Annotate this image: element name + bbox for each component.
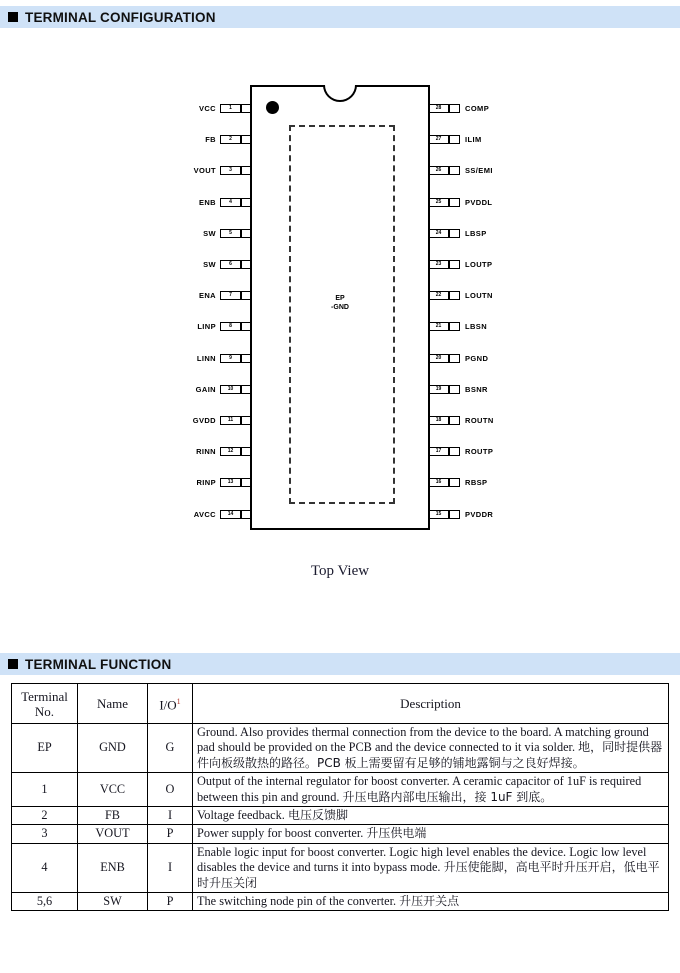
pin-lead [220, 104, 241, 113]
pin-lead [428, 229, 449, 238]
pin-ilim-27 [428, 134, 518, 145]
cell-description [193, 807, 669, 825]
pin-number: 17 [435, 448, 442, 455]
pin-label: LBSN [465, 322, 488, 332]
description-chinese: 升压使能脚，高电平时升压开启，低电平时升压关闭 [197, 860, 660, 890]
cell-description [193, 825, 669, 843]
pin-lead [428, 291, 449, 300]
pin-sw-5 [186, 228, 252, 239]
pin-number: 12 [227, 448, 234, 455]
pin-number: 3 [229, 167, 232, 174]
pin-lead [428, 478, 449, 487]
pin-number: 4 [229, 198, 232, 205]
pin-number: 23 [435, 261, 442, 267]
table-row [12, 843, 669, 892]
pin-number: 18 [435, 417, 442, 423]
terminal-no-line1: Terminal [21, 688, 68, 704]
pin-lead-tip [449, 166, 460, 175]
pin-number: 20 [435, 354, 442, 361]
pin-lead-tip [449, 291, 460, 300]
pin-lead [220, 510, 241, 519]
pin-lead-tip [449, 135, 460, 144]
cell-io: P [148, 825, 193, 843]
pin-number: 7 [229, 292, 232, 299]
section-title-text: TERMINAL CONFIGURATION [25, 9, 216, 25]
pin-vcc-1 [186, 103, 252, 114]
cell-name: VOUT [78, 825, 148, 843]
cell-name: FB [78, 807, 148, 825]
terminal-no-line2: No. [34, 703, 55, 719]
table-row [12, 893, 669, 911]
description-chinese: 升压电路内部电压输出，接 1uF 到底。 [342, 789, 553, 804]
pin-lead [428, 510, 449, 519]
pin-number: 22 [435, 292, 442, 299]
pin-lead [220, 135, 241, 144]
pin-lead [428, 447, 449, 456]
pin-lead [220, 291, 241, 300]
pin-lead [220, 354, 241, 363]
pin-gvdd-11 [186, 415, 252, 426]
terminal-function-table [11, 683, 669, 911]
package-pinout-diagram [0, 60, 680, 590]
pin-rinp-13 [186, 477, 252, 488]
cell-name: GND [78, 724, 148, 773]
pin-number: 19 [435, 385, 442, 392]
pin-routp-17 [428, 446, 518, 457]
pin-lead [428, 260, 449, 269]
pin-avcc-14 [186, 509, 252, 520]
cell-terminal-no: 5,6 [12, 893, 78, 911]
pin-sw-6 [186, 259, 252, 270]
pin-label: ROUTN [465, 416, 494, 425]
table-body [12, 724, 669, 911]
pin-number: 26 [435, 167, 442, 174]
pin-rinn-12 [186, 446, 252, 457]
diagram-caption: Top View [310, 563, 370, 579]
pin-label: LOUTP [465, 260, 493, 269]
cell-io: I [148, 807, 193, 825]
pin-label: AVCC [193, 509, 216, 519]
pin-lead-tip [449, 510, 460, 519]
pin-label: BSNR [465, 384, 488, 394]
pin-label: ROUTP [465, 447, 494, 457]
description-english: Enable logic input for boost converter. Logic high level enables the device. Logic low level disables the device and turns it into bypass mode. [197, 844, 647, 875]
exposed-pad-outline [289, 125, 395, 504]
pin-number: 21 [435, 323, 442, 330]
cell-io: P [148, 893, 193, 911]
pin-lead [220, 260, 241, 269]
description-english: Voltage feedback. [197, 808, 288, 823]
cell-description [193, 843, 669, 892]
description-english: The switching node pin of the converter. [197, 894, 400, 909]
pin-lead [428, 354, 449, 363]
pin-pvddl-25 [428, 197, 518, 208]
pin-ena-7 [186, 290, 252, 301]
pin-label: PVDDL [465, 197, 493, 207]
ep-label-line2: -GND [331, 303, 349, 311]
pin-number: 16 [435, 479, 442, 486]
description-english: Ground. Also provides thermal connection from the device to the board. A matching ground pad should be provided on the PCB and the device connected to it via solder. [197, 725, 649, 755]
cell-name: SW [78, 893, 148, 911]
table-row [12, 825, 669, 843]
pin-lead-tip [449, 322, 460, 331]
cell-description [193, 893, 669, 911]
pin-vout-3 [186, 165, 252, 176]
pin-ss-emi-26 [428, 165, 518, 176]
pin-number: 9 [229, 354, 232, 361]
cell-io: G [148, 724, 193, 773]
pin-number: 8 [229, 323, 232, 330]
pin-label: RBSP [465, 478, 488, 488]
io-header-text: I/O [159, 697, 177, 713]
package-notch-marker [323, 85, 357, 102]
cell-name: ENB [78, 843, 148, 892]
pin-label: LINP [197, 322, 216, 332]
column-header-io [148, 684, 193, 724]
cell-terminal-no: 3 [12, 825, 78, 843]
description-chinese: 升压供电端 [366, 826, 427, 841]
square-bullet-icon [8, 12, 18, 22]
pin-label: PGND [465, 353, 489, 363]
pin-number: 14 [227, 510, 234, 517]
pin-pvddr-15 [428, 509, 518, 520]
chip-body-outline [250, 85, 430, 530]
pin-number: 10 [227, 385, 234, 392]
pin-lbsp-24 [428, 228, 518, 239]
pin-linn-9 [186, 353, 252, 364]
pin-lead [220, 385, 241, 394]
cell-terminal-no: 4 [12, 843, 78, 892]
pin-label: SW [203, 260, 216, 269]
pin-enb-4 [186, 197, 252, 208]
description-chinese: 升压开关点 [399, 894, 460, 909]
pin-lead-tip [449, 260, 460, 269]
pin-number: 24 [435, 229, 442, 236]
table-header-row [12, 684, 669, 724]
pin-label: RINN [196, 447, 216, 457]
pin-bsnr-19 [428, 384, 518, 395]
table-row [12, 724, 669, 773]
pin-lead-tip [449, 354, 460, 363]
table-row [12, 807, 669, 825]
pin-label: VOUT [193, 166, 216, 176]
pin-loutp-23 [428, 259, 518, 270]
pin-rbsp-16 [428, 477, 518, 488]
pin-lead [428, 416, 449, 425]
cell-terminal-no: 2 [12, 807, 78, 825]
pin-label: LOUTN [465, 291, 493, 301]
pin-comp-28 [428, 103, 518, 114]
pin-lead [220, 416, 241, 425]
pin-number: 27 [435, 136, 442, 143]
pin-number: 15 [435, 510, 442, 517]
section-title-text: TERMINAL FUNCTION [25, 656, 172, 672]
pin-label: LINN [196, 353, 216, 363]
pin-label: FB [205, 135, 216, 145]
pin-number: 28 [435, 105, 442, 111]
pin-lead [220, 198, 241, 207]
pin-label: LBSP [465, 228, 487, 238]
table-row [12, 773, 669, 807]
pin-lead-tip [449, 447, 460, 456]
pin-lead [428, 104, 449, 113]
pin-label: SS/EMI [465, 166, 493, 176]
pin-label: COMP [465, 104, 490, 113]
pin-lead-tip [449, 104, 460, 113]
cell-description [193, 773, 669, 807]
pin-routn-18 [428, 415, 518, 426]
pin-number: 1 [229, 105, 232, 111]
pin-label: PVDDR [465, 509, 494, 519]
table-header [12, 684, 669, 724]
pin-label: GAIN [195, 384, 216, 394]
pin-number: 5 [229, 229, 232, 236]
pin-gain-10 [186, 384, 252, 395]
description-chinese: 电压反馈脚 [287, 808, 348, 823]
pin-label: ENB [198, 197, 216, 207]
pin-lbsn-21 [428, 321, 518, 332]
pin-lead [428, 322, 449, 331]
pin-lead [428, 198, 449, 207]
column-header-name: Name [78, 684, 148, 724]
pin-fb-2 [186, 134, 252, 145]
pin-lead-tip [449, 385, 460, 394]
section-header-terminal-configuration [0, 6, 680, 28]
pin-lead-tip [449, 198, 460, 207]
cell-io: I [148, 843, 193, 892]
pin-label: ILIM [465, 135, 482, 145]
pin-number: 13 [227, 479, 234, 486]
pin-lead-tip [449, 229, 460, 238]
cell-terminal-no: EP [12, 724, 78, 773]
pin-label: ENA [198, 291, 216, 301]
pin-number: 2 [229, 136, 232, 143]
pin-lead [428, 385, 449, 394]
column-header-terminal-no [12, 684, 78, 724]
section-header-terminal-function [0, 653, 680, 675]
exposed-pad-label [252, 294, 428, 312]
cell-name: VCC [78, 773, 148, 807]
pin-lead-tip [449, 416, 460, 425]
pin-lead [220, 322, 241, 331]
io-footnote-marker: 1 [176, 697, 181, 707]
square-bullet-icon [8, 659, 18, 669]
pin-number: 6 [229, 261, 232, 267]
ep-label-line1: EP [335, 294, 345, 302]
pin-number: 25 [435, 198, 442, 205]
cell-description [193, 724, 669, 773]
pin-loutn-22 [428, 290, 518, 301]
description-chinese: 地，同时提供器件向板级散热的路径。PCB 板上需要留有足够的铺地露铜与之良好焊接。 [197, 740, 663, 770]
pin-label: GVDD [192, 416, 216, 425]
description-english: Output of the internal regulator for boost converter. A ceramic capacitor of 1uF is required between this pin and ground. [197, 774, 642, 804]
pin-number: 11 [227, 417, 234, 423]
description-english: Power supply for boost converter. [197, 826, 367, 841]
pin1-dot-marker [266, 101, 279, 114]
pin-pgnd-20 [428, 353, 518, 364]
pin-lead [220, 166, 241, 175]
pin-label: SW [203, 228, 216, 238]
pin-lead [220, 478, 241, 487]
pin-label: RINP [196, 478, 216, 488]
pin-lead [428, 135, 449, 144]
pin-label: VCC [198, 104, 216, 113]
pin-lead [428, 166, 449, 175]
cell-terminal-no: 1 [12, 773, 78, 807]
pin-linp-8 [186, 321, 252, 332]
pin-lead-tip [449, 478, 460, 487]
pin-lead [220, 447, 241, 456]
column-header-description: Description [193, 684, 669, 724]
pin-lead [220, 229, 241, 238]
cell-io: O [148, 773, 193, 807]
